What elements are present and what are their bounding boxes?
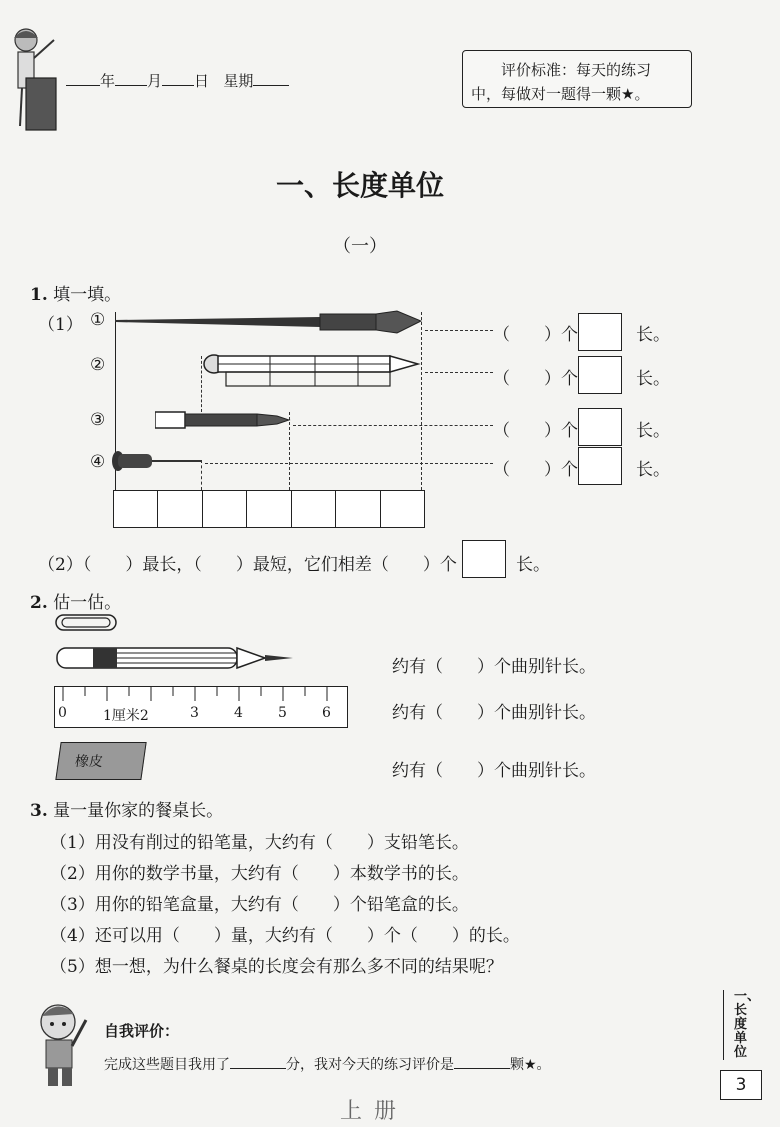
item-mark-2: ② — [90, 355, 106, 375]
unit-box — [114, 491, 158, 527]
q3-line-3: （3）用你的铅笔盒量，大约有（ ）个铅笔盒的长。 — [50, 895, 469, 915]
unit-square-2 — [578, 356, 622, 394]
ruler-label: 5 — [278, 705, 287, 721]
unit-box — [247, 491, 291, 527]
unit-text-2: 长。 — [636, 369, 670, 389]
criteria-line-2: 中，每做对一题得一颗★。 — [471, 85, 650, 103]
unit-square-part2 — [462, 540, 506, 578]
answer-blank-3[interactable]: （ ）个 — [493, 421, 578, 441]
ruler-ticks — [55, 687, 347, 707]
unit-box — [203, 491, 247, 527]
leader-line-2 — [425, 372, 493, 373]
q2-title: 估一估。 — [53, 593, 122, 613]
minutes-blank[interactable] — [230, 1068, 286, 1069]
q1-title: 填一填。 — [53, 285, 122, 305]
q1-part1-label: （1） — [38, 315, 83, 335]
unit-square-1 — [578, 313, 622, 351]
eraser-label: 橡皮 — [73, 754, 104, 770]
unit-box — [292, 491, 336, 527]
estimate-line-pencil[interactable]: 约有（ ）个曲别针长。 — [392, 657, 596, 677]
item-mark-4: ④ — [90, 452, 106, 472]
q3-number: 3. — [30, 801, 48, 821]
brush-illustration — [115, 309, 425, 339]
ruler-label: 1厘米2 — [103, 708, 149, 724]
paperclip-icon — [54, 612, 120, 634]
side-tab — [723, 990, 764, 1060]
self-eval-title: 自我评价： — [104, 1022, 180, 1040]
unit-square-4 — [578, 447, 622, 485]
q1-number: 1. — [30, 285, 48, 305]
side-tab-text: 一、长度单位 — [734, 989, 761, 1060]
self-eval-line — [104, 1054, 551, 1074]
q3-line-1: （1）用没有削过的铅笔量，大约有（ ）支铅笔长。 — [50, 833, 469, 853]
ruler-label: 3 — [190, 705, 199, 721]
self-eval-text-b: 分，我对今天的练习评价是 — [286, 1057, 454, 1073]
unit-text-4: 长。 — [636, 460, 670, 480]
unit-square-3 — [578, 408, 622, 446]
page-number: 3 — [735, 1075, 747, 1095]
estimate-line-eraser[interactable]: 约有（ ）个曲别针长。 — [392, 761, 596, 781]
estimate-line-ruler[interactable]: 约有（ ）个曲别针长。 — [392, 703, 596, 723]
answer-blank-2[interactable]: （ ）个 — [493, 369, 578, 389]
section-subtitle: （一） — [333, 236, 387, 257]
stars-blank[interactable] — [454, 1068, 510, 1069]
day-label: 日 — [194, 72, 210, 90]
ruler — [54, 686, 348, 728]
ruler-label: 4 — [234, 705, 243, 721]
q1-part2-unit: 长。 — [516, 555, 550, 575]
answer-blank-1[interactable]: （ ）个 — [493, 325, 578, 345]
unit-text-1: 长。 — [636, 325, 670, 345]
leader-line-4 — [205, 463, 493, 464]
evaluation-criteria-box — [462, 50, 692, 108]
eraser-illustration — [55, 742, 146, 780]
q1-part2-text: （2）（ ）最长，（ ）最短，它们相差（ ）个 — [38, 555, 457, 575]
q3-line-5: （5）想一想，为什么餐桌的长度会有那么多不同的结果呢？ — [50, 957, 503, 977]
pushpin-illustration — [110, 449, 210, 475]
pen-illustration — [155, 409, 295, 435]
teacher-illustration — [4, 22, 66, 134]
date-line — [66, 70, 289, 91]
weekday-label: 星期 — [223, 72, 254, 90]
page-title: 一、长度单位 — [275, 169, 444, 202]
unit-text-3: 长。 — [636, 421, 670, 441]
q3-line-4: （4）还可以用（ ）量，大约有（ ）个（ ）的长。 — [50, 926, 520, 946]
boy-illustration — [30, 1000, 90, 1094]
unit-box-row — [113, 490, 425, 528]
unit-box — [158, 491, 202, 527]
q3-title: 量一量你家的餐桌长。 — [53, 801, 224, 821]
year-label: 年 — [100, 72, 116, 90]
q2-number: 2. — [30, 593, 48, 613]
q1-heading — [30, 280, 121, 305]
q3-line-2: （2）用你的数学书量，大约有（ ）本数学书的长。 — [50, 864, 469, 884]
footer-mark: 上册 — [340, 1099, 409, 1124]
self-eval-text-a: 完成这些题目我用了 — [104, 1057, 230, 1073]
leader-line-3 — [293, 425, 493, 426]
self-eval-text-c: 颗★。 — [510, 1057, 551, 1073]
leader-line-1 — [425, 330, 493, 331]
unit-box — [381, 491, 424, 527]
criteria-line-1: 评价标准：每天的练习 — [501, 61, 652, 79]
unit-box — [336, 491, 380, 527]
q3-heading — [30, 796, 223, 821]
item-mark-3: ③ — [90, 410, 106, 430]
pencil-estimate-illustration — [55, 643, 295, 673]
pencil-illustration — [200, 352, 430, 388]
page-number-box — [720, 1070, 762, 1100]
q2-heading — [30, 588, 121, 613]
answer-blank-4[interactable]: （ ）个 — [493, 460, 578, 480]
month-label: 月 — [147, 72, 163, 90]
item-mark-1: ① — [90, 310, 106, 330]
ruler-label: 0 — [58, 705, 67, 721]
ruler-label: 6 — [322, 705, 331, 721]
